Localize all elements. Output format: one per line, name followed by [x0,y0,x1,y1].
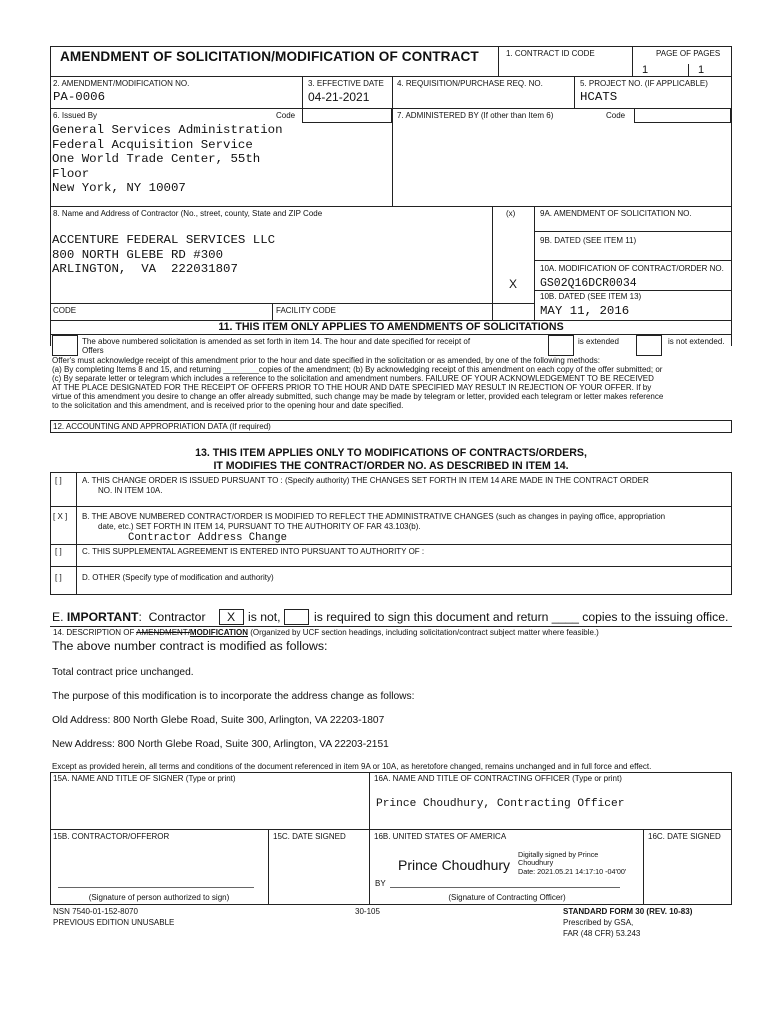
project-no-label: 5. PROJECT NO. (IF APPLICABLE) [580,79,708,88]
contractor-label-e: : Contractor [138,610,206,624]
except-clause: Except as provided herein, all terms and conditions of the document referenced in item 9A or 10A, as heretofore changed, remains unchanged and in full force and effect. [52,762,652,771]
page-number: 1 [642,64,649,76]
by-label: BY [375,879,386,888]
digital-signature-stamp [518,851,626,876]
issued-by-line: General Services Administration [52,123,283,137]
officer-signature-line [390,887,620,888]
issued-by-line: Federal Acquisition Service [52,137,253,152]
item-10b-label: 10B. DATED (SEE ITEM 13) [540,292,642,301]
is-required-label: is required to sign this document and return ____ copies to the issuing office. [314,610,729,624]
option-a-text: NO. IN ITEM 10A. [98,486,163,495]
option-d-text: D. OTHER (Specify type of modification and authority) [82,573,274,582]
contractor-line: ACCENTURE FEDERAL SERVICES LLC [52,233,276,247]
item-13-heading-line: 13. THIS ITEM APPLIES ONLY TO MODIFICATIONS OF CONTRACTS/ORDERS, [195,447,587,459]
page-count: 1 [698,64,705,76]
item-13-heading-line: IT MODIFIES THE CONTRACT/ORDER NO. AS DESCRIBED IN ITEM 14. [213,460,569,472]
code-label: CODE [53,306,77,315]
issued-by-label: 6. Issued By [53,111,98,120]
item-e-prefix: E. [52,610,67,624]
item-14-line: Old Address: 800 North Glebe Road, Suite 300, Arlington, VA 22203-1807 [52,715,385,726]
contract-date[interactable]: MAY 11, 2016 [540,304,630,318]
signature-officer-caption: (Signature of Contracting Officer) [448,893,566,902]
instruction-line: to the solicitation and this amendment, and is received prior to the opening hour and date specified. [52,401,404,410]
contract-id-code-label: 1. CONTRACT ID CODE [506,49,595,58]
officer-name[interactable]: Prince Choudhury, Contracting Officer [376,798,625,810]
issued-by-line: One World Trade Center, 55th [52,152,261,167]
is-not-extended-label: is not extended. [668,337,725,346]
issued-by-line: Floor [52,166,90,181]
contractor-address [52,233,275,277]
issued-by-code-label: Code [276,111,296,120]
effective-date-label: 3. EFFECTIVE DATE [308,79,384,88]
contractor-signature-line [58,887,254,888]
far-reference: FAR (48 CFR) 53.243 [563,929,641,938]
item-14-line: The purpose of this modification is to incorporate the address change as follows: [52,691,415,702]
date-signed-16c-label: 16C. DATE SIGNED [648,832,721,841]
facility-code-label: FACILITY CODE [276,306,336,315]
option-c-text: C. THIS SUPPLEMENTAL AGREEMENT IS ENTERED INTO PURSUANT TO AUTHORITY OF : [82,547,425,556]
item-13-heading [50,447,732,473]
standard-form-title: STANDARD FORM 30 (REV. 10-83) [563,907,693,916]
item-10a-label: 10A. MODIFICATION OF CONTRACT/ORDER NO. [540,264,724,273]
option-c-checkbox[interactable]: [ ] [55,547,62,556]
item-9b-label: 9B. DATED (SEE ITEM 11) [540,236,637,245]
contractor-line: 800 NORTH GLEBE RD #300 [52,247,224,262]
signature-person-caption: (Signature of person authorized to sign) [88,893,230,902]
item-14-line: Total contract price unchanged. [52,667,194,678]
form-code: 30-105 [355,907,380,916]
instruction-line: AT THE PLACE DESIGNATED FOR THE RECEIPT OF OFFERS PRIOR TO THE HOUR AND DATE SPECIFIED MAY RESULT IN REJECTION OF YOUR OFFER. If by [52,383,652,392]
item-14-rest: (Organized by UCF section headings, including solicitation/contract subject matter where feasible.) [248,628,599,637]
digital-signature-name: Prince Choudhury [398,857,511,873]
item-e [52,610,206,624]
previous-edition: PREVIOUS EDITION UNUSABLE [53,918,175,927]
is-extended-label: is extended [578,337,619,346]
amendment-no-label: 2. AMENDMENT/MODIFICATION NO. [53,79,190,88]
requisition-label: 4. REQUISITION/PURCHASE REQ. NO. [397,79,543,88]
option-b-text: date, etc.) SET FORTH IN ITEM 14, PURSUANT TO THE AUTHORITY OF FAR 43.103(b). [98,522,421,531]
is-not-label: is not, [248,610,281,624]
item-14-prefix: 14. DESCRIPTION OF [53,628,137,637]
contract-number[interactable]: GS02Q16DCR0034 [540,277,637,290]
nsn-number: NSN 7540-01-152-8070 [53,907,138,916]
effective-date[interactable]: 04-21-2021 [308,90,370,104]
usa-label: 16B. UNITED STATES OF AMERICA [374,832,507,841]
issued-by-address [52,123,283,196]
form-title: AMENDMENT OF SOLICITATION/MODIFICATION OF CONTRACT [60,49,479,64]
instruction-line: (a) By completing Items 8 and 15, and returning ________copies of the amendment; (b) By acknowledging receipt of this amendment on each copy of the offer submitted; or [52,365,663,374]
signer-label: 15A. NAME AND TITLE OF SIGNER (Type or print) [53,774,236,783]
option-d-checkbox[interactable]: [ ] [55,573,62,582]
x-column-label: (x) [506,209,516,218]
item-14-struck: AMENDMENT/ [136,628,190,637]
project-no[interactable]: HCATS [580,90,618,104]
officer-label: 16A. NAME AND TITLE OF CONTRACTING OFFICER (Type or print) [374,774,622,783]
item-14-label [53,628,599,637]
item-10a-check[interactable]: X [509,277,518,291]
administered-code-label: Code [606,111,626,120]
item-12-label: 12. ACCOUNTING AND APPROPRIATION DATA (If required) [53,422,271,431]
important-label: IMPORTANT [66,610,139,624]
option-b-authority[interactable]: Contractor Address Change [128,532,287,544]
contractor-line: ARLINGTON, VA 222031807 [52,262,238,277]
option-a-text: A. THIS CHANGE ORDER IS ISSUED PURSUANT TO : (Specify authority) THE CHANGES SET FORTH IN ITEM 14 ARE MADE IN THE CONTRACT ORDER [82,476,649,485]
contractor-offeror-label: 15B. CONTRACTOR/OFFEROR [53,832,170,841]
item-14-lead: The above number contract is modified as follows: [52,639,328,653]
page-of-pages-label: PAGE OF PAGES [656,49,721,58]
issued-by-line: New York, NY 10007 [52,181,186,196]
is-not-check[interactable]: X [227,610,236,624]
item-11-heading: 11. THIS ITEM ONLY APPLIES TO AMENDMENTS OF SOLICITATIONS [218,321,564,333]
amendment-no[interactable]: PA-0006 [53,90,106,104]
option-a-checkbox[interactable]: [ ] [55,476,62,485]
digital-signature-line: Choudhury [518,858,554,868]
instruction-line: Offer's must acknowledge receipt of this amendment prior to the hour and date specified in the solicitation or as amended, by one of the following methods: [52,356,600,365]
item-14-line: New Address: 800 North Glebe Road, Suite 300, Arlington, VA 22203-2151 [52,739,389,750]
item-11-instructions [52,356,732,410]
date-signed-15c-label: 15C. DATE SIGNED [273,832,346,841]
item-11-offers: Offers [82,346,104,355]
contractor-label: 8. Name and Address of Contractor (No., street, county, State and ZIP Code [53,209,323,218]
item-11-line: The above numbered solicitation is amended as set forth in item 14. The hour and date specified for receipt of [82,337,471,346]
item-14-modification: MODIFICATION [189,628,248,637]
administered-by-label: 7. ADMINISTERED BY (If other than Item 6) [397,111,554,120]
digital-signature-line: Date: 2021.05.21 14:17:10 -04'00' [518,866,627,876]
option-b-text: B. THE ABOVE NUMBERED CONTRACT/ORDER IS MODIFIED TO REFLECT THE ADMINISTRATIVE CHANGES (such as changes in paying office, appropriation [82,512,666,521]
option-b-checkbox[interactable]: [ X ] [53,512,68,521]
prescribed-by: Prescribed by GSA, [563,918,634,927]
instruction-line: virtue of this amendment you desire to change an offer already submitted, such change may be made by telegram or letter, provided each telegram or letter makes reference [52,392,664,401]
item-9a-label: 9A. AMENDMENT OF SOLICITATION NO. [540,209,692,218]
instruction-line: (c) By separate letter or telegram which includes a reference to the solicitation and amendment numbers. FAILURE OF YOUR ACKNOWLEDGEMENT TO BE RECEIVED [52,374,654,383]
digital-signature-line: Digitally signed by Prince [518,850,599,859]
